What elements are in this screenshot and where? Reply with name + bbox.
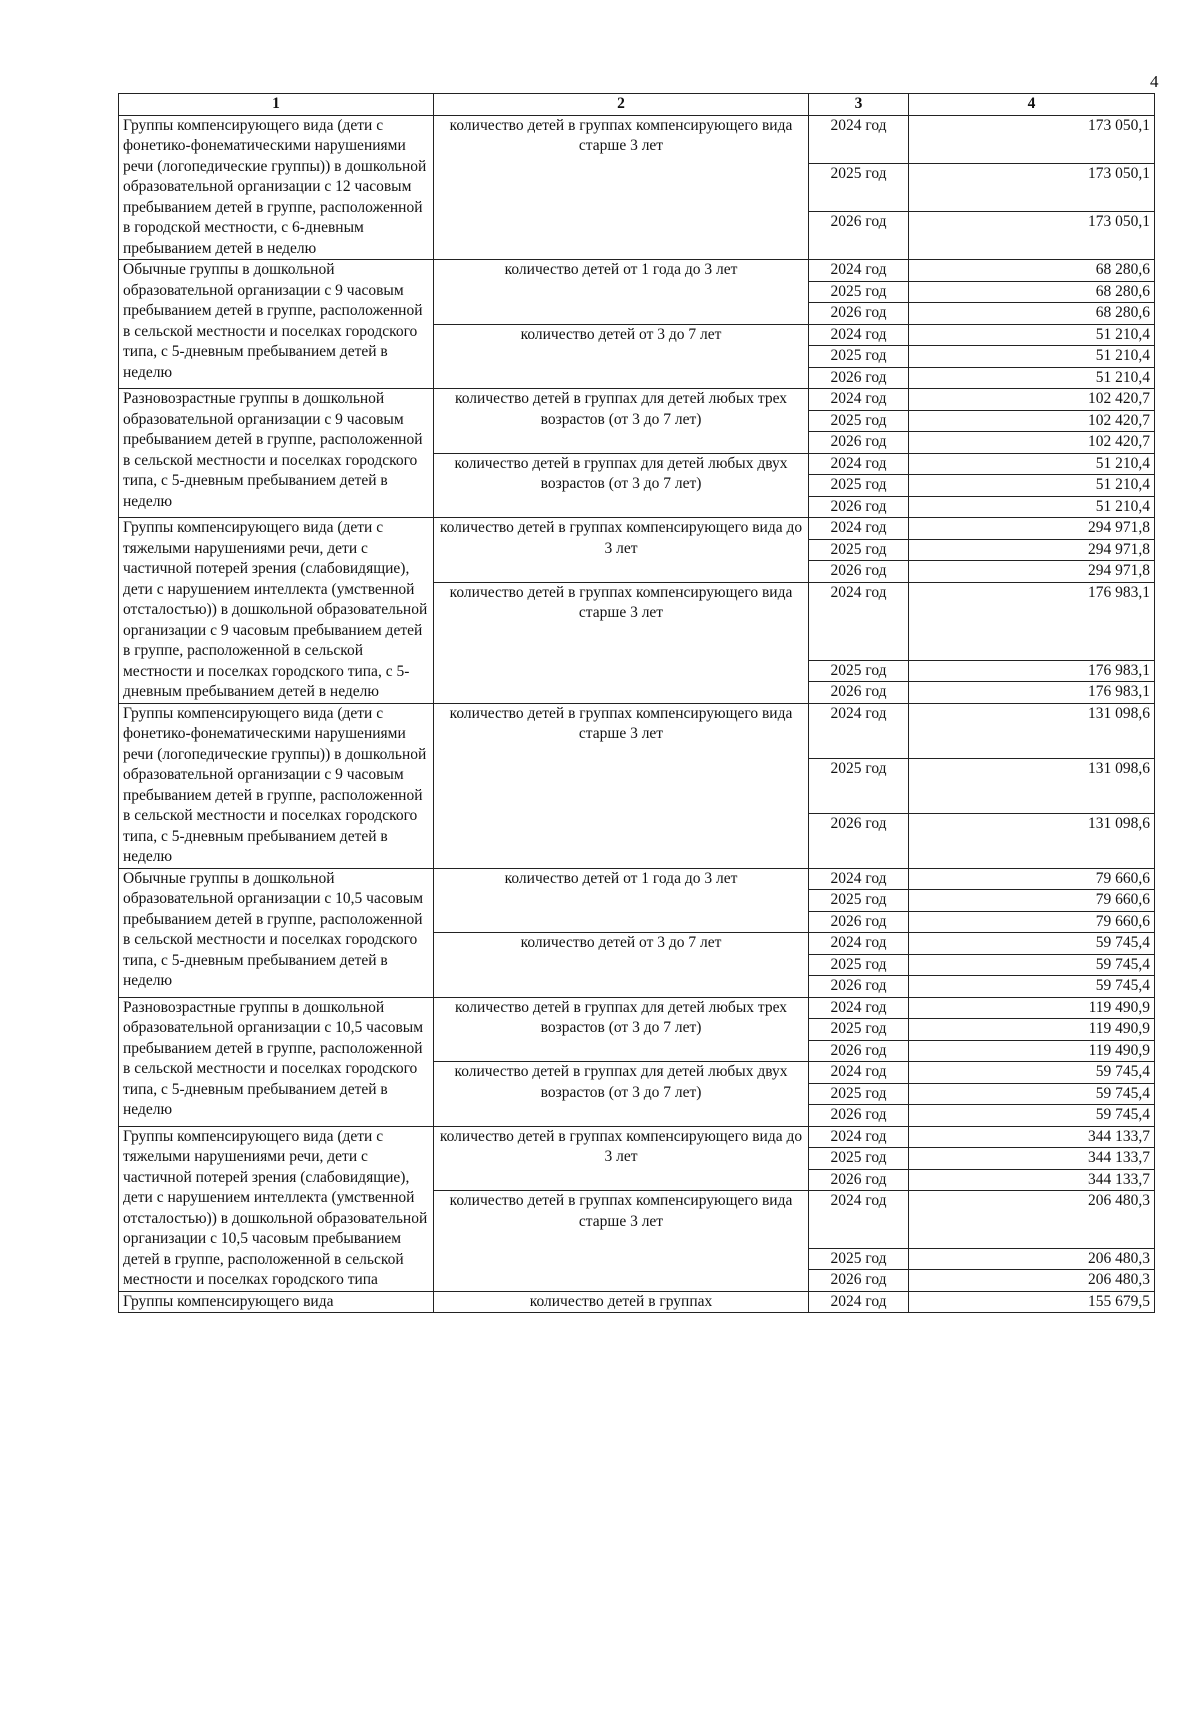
value-cell: 59 745,4	[909, 933, 1155, 955]
value-cell: 131 098,6	[909, 758, 1155, 813]
indicator-label: количество детей в группах компенсирующего вида до 3 лет	[434, 1126, 809, 1191]
year-cell: 2026 год	[809, 813, 909, 868]
indicator-label: количество детей от 3 до 7 лет	[434, 324, 809, 389]
indicator-label: количество детей от 3 до 7 лет	[434, 933, 809, 998]
year-cell: 2024 год	[809, 933, 909, 955]
year-cell: 2025 год	[809, 1148, 909, 1170]
value-cell: 51 210,4	[909, 453, 1155, 475]
year-cell: 2025 год	[809, 890, 909, 912]
year-cell: 2026 год	[809, 1270, 909, 1292]
indicator-label: количество детей в группах компенсирующего вида старше 3 лет	[434, 1191, 809, 1292]
value-cell: 131 098,6	[909, 813, 1155, 868]
value-cell: 79 660,6	[909, 890, 1155, 912]
value-cell: 294 971,8	[909, 561, 1155, 583]
header-col-1: 1	[119, 94, 434, 116]
value-cell: 59 745,4	[909, 954, 1155, 976]
year-cell: 2024 год	[809, 260, 909, 282]
group-label: Группы компенсирующего вида (дети с тяжелыми нарушениями речи, дети с частичной потерей зрения (слабовидящие), дети с нарушением интеллекта (умственной отсталостью)) в дошкольной образовательной организации с 10,5 часовым пребыванием детей в группе, расположенной в сельской местности и поселках городского типа	[119, 1126, 434, 1291]
value-cell: 206 480,3	[909, 1270, 1155, 1292]
year-cell: 2025 год	[809, 346, 909, 368]
value-cell: 79 660,6	[909, 868, 1155, 890]
year-cell: 2026 год	[809, 561, 909, 583]
value-cell: 119 490,9	[909, 997, 1155, 1019]
value-cell: 344 133,7	[909, 1169, 1155, 1191]
year-cell: 2026 год	[809, 1040, 909, 1062]
header-col-2: 2	[434, 94, 809, 116]
value-cell: 68 280,6	[909, 281, 1155, 303]
year-cell: 2024 год	[809, 1191, 909, 1249]
value-cell: 173 050,1	[909, 163, 1155, 211]
year-cell: 2024 год	[809, 582, 909, 660]
table-row	[119, 518, 1155, 540]
value-cell: 68 280,6	[909, 303, 1155, 325]
year-cell: 2024 год	[809, 703, 909, 758]
year-cell: 2024 год	[809, 1062, 909, 1084]
year-cell: 2024 год	[809, 1291, 909, 1313]
year-cell: 2024 год	[809, 1126, 909, 1148]
year-cell: 2026 год	[809, 496, 909, 518]
table-row	[119, 1291, 1155, 1313]
value-cell: 68 280,6	[909, 260, 1155, 282]
year-cell: 2024 год	[809, 518, 909, 540]
value-cell: 59 745,4	[909, 1105, 1155, 1127]
year-cell: 2026 год	[809, 303, 909, 325]
year-cell: 2024 год	[809, 997, 909, 1019]
value-cell: 155 679,5	[909, 1291, 1155, 1313]
indicator-label: количество детей в группах для детей любых трех возрастов (от 3 до 7 лет)	[434, 389, 809, 454]
year-cell: 2026 год	[809, 432, 909, 454]
value-cell: 131 098,6	[909, 703, 1155, 758]
value-cell: 173 050,1	[909, 115, 1155, 163]
year-cell: 2025 год	[809, 1083, 909, 1105]
value-cell: 51 210,4	[909, 346, 1155, 368]
table-row	[119, 703, 1155, 758]
value-cell: 176 983,1	[909, 682, 1155, 704]
year-cell: 2025 год	[809, 660, 909, 682]
table-body	[119, 115, 1155, 1313]
value-cell: 173 050,1	[909, 211, 1155, 259]
value-cell: 51 210,4	[909, 367, 1155, 389]
page-number: 4	[1150, 72, 1159, 91]
year-cell: 2025 год	[809, 1248, 909, 1270]
header-row	[119, 94, 1155, 116]
group-label: Разновозрастные группы в дошкольной образовательной организации с 10,5 часовым пребыванием детей в группе, расположенной в сельской местности и поселках городского типа, с 5-дневным пребыванием детей в неделю	[119, 997, 434, 1126]
indicator-label: количество детей в группах для детей любых двух возрастов (от 3 до 7 лет)	[434, 453, 809, 518]
value-cell: 59 745,4	[909, 1062, 1155, 1084]
year-cell: 2024 год	[809, 324, 909, 346]
indicator-label: количество детей в группах компенсирующего вида старше 3 лет	[434, 115, 809, 260]
value-cell: 294 971,8	[909, 539, 1155, 561]
header-col-4: 4	[909, 94, 1155, 116]
year-cell: 2026 год	[809, 1169, 909, 1191]
group-label: Группы компенсирующего вида (дети с тяжелыми нарушениями речи, дети с частичной потерей зрения (слабовидящие), дети с нарушением интеллекта (умственной отсталостью)) в дошкольной образовательной организации с 9 часовым пребыванием детей в группе, расположенной в сельской местности и поселках городского типа, с 5-дневным пребыванием детей в неделю	[119, 518, 434, 704]
year-cell: 2026 год	[809, 367, 909, 389]
indicator-label: количество детей в группах компенсирующего вида старше 3 лет	[434, 703, 809, 868]
year-cell: 2025 год	[809, 475, 909, 497]
indicator-label: количество детей в группах для детей любых двух возрастов (от 3 до 7 лет)	[434, 1062, 809, 1127]
table-row	[119, 1126, 1155, 1148]
group-label: Обычные группы в дошкольной образовательной организации с 10,5 часовым пребыванием детей в группе, расположенной в сельской местности и поселках городского типа, с 5-дневным пребыванием детей в неделю	[119, 868, 434, 997]
year-cell: 2026 год	[809, 1105, 909, 1127]
group-label: Группы компенсирующего вида (дети с фонетико-фонематическими нарушениями речи (логопедические группы)) в дошкольной образовательной организации с 12 часовым пребыванием детей в группе, расположенной в городской местности, с 6-дневным пребыванием детей в неделю	[119, 115, 434, 260]
indicator-label: количество детей в группах компенсирующего вида до 3 лет	[434, 518, 809, 583]
indicator-label: количество детей от 1 года до 3 лет	[434, 260, 809, 325]
indicator-label: количество детей в группах для детей любых трех возрастов (от 3 до 7 лет)	[434, 997, 809, 1062]
group-label: Группы компенсирующего вида (дети с фонетико-фонематическими нарушениями речи (логопедические группы)) в дошкольной образовательной организации с 9 часовым пребыванием детей в группе, расположенной в сельской местности и поселках городского типа, с 5-дневным пребыванием детей в неделю	[119, 703, 434, 868]
value-cell: 79 660,6	[909, 911, 1155, 933]
value-cell: 59 745,4	[909, 976, 1155, 998]
value-cell: 344 133,7	[909, 1148, 1155, 1170]
value-cell: 119 490,9	[909, 1019, 1155, 1041]
value-cell: 176 983,1	[909, 582, 1155, 660]
year-cell: 2025 год	[809, 758, 909, 813]
value-cell: 119 490,9	[909, 1040, 1155, 1062]
group-label: Обычные группы в дошкольной образовательной организации с 9 часовым пребыванием детей в группе, расположенной в сельской местности и поселках городского типа, с 5-дневным пребыванием детей в неделю	[119, 260, 434, 389]
year-cell: 2024 год	[809, 453, 909, 475]
year-cell: 2026 год	[809, 211, 909, 259]
table-row	[119, 115, 1155, 163]
value-cell: 206 480,3	[909, 1248, 1155, 1270]
value-cell: 102 420,7	[909, 389, 1155, 411]
value-cell: 51 210,4	[909, 324, 1155, 346]
year-cell: 2026 год	[809, 682, 909, 704]
value-cell: 51 210,4	[909, 496, 1155, 518]
value-cell: 102 420,7	[909, 410, 1155, 432]
group-label: Группы компенсирующего вида	[119, 1291, 434, 1313]
year-cell: 2026 год	[809, 911, 909, 933]
value-cell: 102 420,7	[909, 432, 1155, 454]
group-label: Разновозрастные группы в дошкольной образовательной организации с 9 часовым пребыванием детей в группе, расположенной в сельской местности и поселках городского типа, с 5-дневным пребыванием детей в неделю	[119, 389, 434, 518]
table-row	[119, 260, 1155, 282]
value-cell: 176 983,1	[909, 660, 1155, 682]
indicator-label: количество детей в группах компенсирующего вида старше 3 лет	[434, 582, 809, 703]
year-cell: 2025 год	[809, 954, 909, 976]
year-cell: 2026 год	[809, 976, 909, 998]
year-cell: 2025 год	[809, 281, 909, 303]
table-row	[119, 868, 1155, 890]
budget-table	[118, 93, 1155, 1313]
value-cell: 59 745,4	[909, 1083, 1155, 1105]
year-cell: 2025 год	[809, 410, 909, 432]
year-cell: 2024 год	[809, 389, 909, 411]
year-cell: 2024 год	[809, 115, 909, 163]
indicator-label: количество детей в группах	[434, 1291, 809, 1313]
table-row	[119, 997, 1155, 1019]
header-col-3: 3	[809, 94, 909, 116]
year-cell: 2025 год	[809, 163, 909, 211]
table-row	[119, 389, 1155, 411]
value-cell: 206 480,3	[909, 1191, 1155, 1249]
year-cell: 2025 год	[809, 539, 909, 561]
value-cell: 51 210,4	[909, 475, 1155, 497]
year-cell: 2025 год	[809, 1019, 909, 1041]
value-cell: 344 133,7	[909, 1126, 1155, 1148]
value-cell: 294 971,8	[909, 518, 1155, 540]
indicator-label: количество детей от 1 года до 3 лет	[434, 868, 809, 933]
year-cell: 2024 год	[809, 868, 909, 890]
